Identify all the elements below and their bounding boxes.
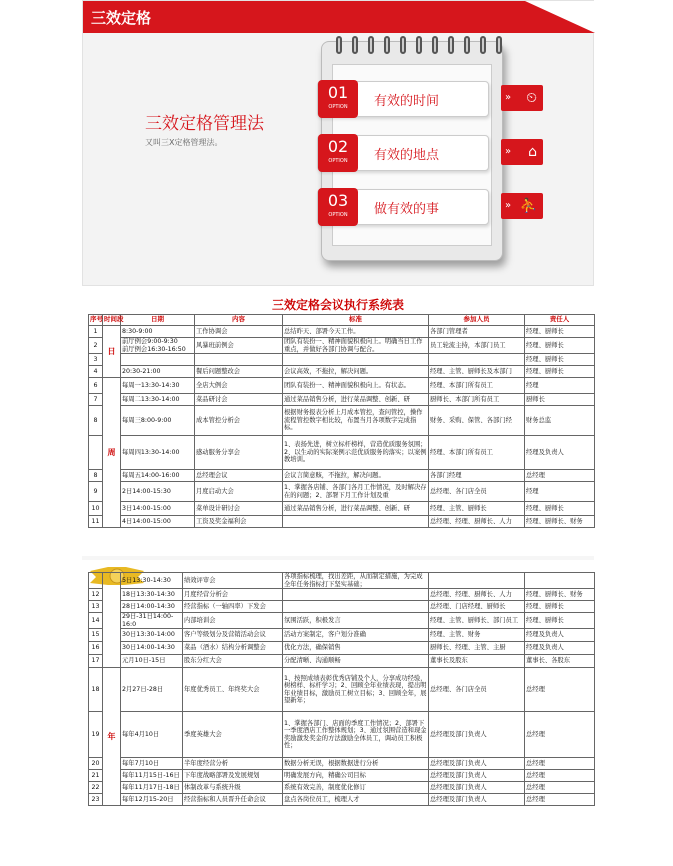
cell-owner: 总经理 (525, 712, 595, 758)
table-row (89, 573, 595, 589)
cell-date: 每年4月10日 (121, 712, 183, 758)
table-row (89, 436, 595, 470)
table-row (89, 613, 595, 629)
cell-standard: 1、按照成绩表彰优秀店铺及个人，分享成功经验，树榜样、标杆学习；2、回顾全年业绩表现，提出明年业绩目标，激励员工树立目标；3、回顾全年，展望新年； (283, 668, 429, 712)
cell-people: 经理、主管、财务 (429, 629, 525, 642)
cell-content: 绩效评审会 (183, 573, 283, 589)
header-standard: 标准 (283, 315, 429, 326)
method-subtitle: 又叫三X定格管理法。 (145, 138, 223, 147)
cell-owner: 总经理 (525, 794, 595, 806)
cell-content: 工资及奖金福利会 (195, 516, 283, 528)
cell-no: 11 (89, 516, 103, 528)
cell-owner: 经理、厨师长 (525, 354, 595, 366)
option-item-3 (317, 189, 489, 225)
cell-content: 经营指标（一轴四率）下发会 (183, 601, 283, 613)
cell-owner: 经理 (525, 378, 595, 394)
cell-date: 18日13:30-14:30 (121, 589, 183, 601)
header-no: 序号 (89, 315, 103, 326)
cell-content: 总经理会议 (195, 470, 283, 482)
cell-standard: 总结昨天、部署今天工作。 (283, 326, 429, 338)
cell-people: 总经理及部门负责人 (429, 712, 525, 758)
option-label: 有效的时间 (374, 94, 440, 109)
cell-no: 10 (89, 502, 103, 516)
cell-standard: 盘点各岗位员工，梳理人才 (283, 794, 429, 806)
cell-people: 经理、本部门所有员工 (429, 436, 525, 470)
cell-owner: 经理及负责人 (525, 436, 595, 470)
header-date: 日期 (121, 315, 195, 326)
cell-owner: 经理 (525, 482, 595, 502)
cell-content: 月度经营分析会 (183, 589, 283, 601)
cell-no: 14 (89, 613, 103, 629)
cell-content: 餐后问题整改会 (195, 366, 283, 378)
cell-date: 每周五14:00-16:00 (121, 470, 195, 482)
cell-owner: 总经理 (525, 668, 595, 712)
cell-people: 总经理、各门店全员 (429, 668, 525, 712)
cell-date: 28日14:00-14:30 (121, 601, 183, 613)
cell-period (103, 573, 121, 668)
cell-standard: 数据分析无误，根据数据进行分析 (283, 758, 429, 770)
table-row (89, 589, 595, 601)
table-row (89, 770, 595, 782)
cell-date: 2月27日-28日 (121, 668, 183, 712)
cell-content: 季度英雄大会 (183, 712, 283, 758)
cell-owner: 总经理 (525, 770, 595, 782)
table-row (89, 378, 595, 394)
option-item-2 (317, 135, 489, 171)
slide (82, 0, 594, 286)
cell-people: 总经理及部门负责人 (429, 782, 525, 794)
cell-standard: 各项指标梳理，找出差距，从而制定措施，为完成全年任务指标打下坚实基础； (283, 573, 429, 589)
cell-standard: 分配清晰、沟通顺畅 (283, 655, 429, 668)
cell-no: 21 (89, 770, 103, 782)
cell-no: 23 (89, 794, 103, 806)
cell-people: 董事长及股东 (429, 655, 525, 668)
option-number-badge: 03 OPTION (318, 188, 358, 226)
cell-people: 经理、主管、厨师长 (429, 502, 525, 516)
table-row (89, 366, 595, 378)
cell-owner: 董事长、各股东 (525, 655, 595, 668)
table-header-row (89, 315, 595, 326)
cell-no: 8 (89, 406, 103, 436)
cell-owner: 经理、厨师长 (525, 326, 595, 338)
table-title: 三效定格会议执行系统表 (271, 298, 404, 312)
cell-standard: 系统有效完善，制度优化修订 (283, 782, 429, 794)
cell-no: 19 (89, 712, 103, 758)
header-content: 内容 (195, 315, 283, 326)
table-row (89, 502, 595, 516)
cell-owner: 经理及负责人 (525, 642, 595, 655)
cell-owner: 经理及负责人 (525, 629, 595, 642)
meeting-table-part2 (88, 572, 595, 806)
clock-icon: » ⏲ (501, 85, 543, 111)
cell-no: 8 (89, 470, 103, 482)
cell-content: 全店大例会 (195, 378, 283, 394)
cell-content: 内部培训会 (183, 613, 283, 629)
cell-owner (525, 573, 595, 589)
cell-people: 财务、采购、保管、各部门经 (429, 406, 525, 436)
cell-content: 成本管控分析会 (195, 406, 283, 436)
cell-content: 风暴班前例会 (195, 338, 283, 354)
section-divider (82, 556, 594, 560)
method-title: 三效定格管理法 (145, 114, 264, 134)
cell-no (89, 436, 103, 470)
cell-date: 每年11月17日-18日 (121, 782, 183, 794)
cell-people: 总经理、经理、厨师长、人力 (429, 516, 525, 528)
table-row (89, 406, 595, 436)
table-row (89, 601, 595, 613)
cell-date: 4日14:00-15:00 (121, 516, 195, 528)
cell-standard: 优化方法，确保销售 (283, 642, 429, 655)
cell-date: 3日14:00-15:00 (121, 502, 195, 516)
table-row (89, 655, 595, 668)
cell-people: 各部门经理 (429, 470, 525, 482)
cell-owner: 经理、厨师长 (525, 366, 595, 378)
slide-title: 三效定格 (91, 9, 152, 27)
table-row (89, 629, 595, 642)
cell-content: 年度优秀员工、年终奖大会 (183, 668, 283, 712)
table-row (89, 642, 595, 655)
option-item-1 (317, 81, 489, 117)
cell-standard: 根据财务报表分析上月成本管控，查问管控，操作流程管控数字相比较，布置当月各项数字完成指标。 (283, 406, 429, 436)
cell-content: 经营指标和人员晋升任命会议 (183, 794, 283, 806)
cell-people: 员工轮流主持，本部门员工 (429, 338, 525, 354)
option-number-badge: 02 OPTION (318, 134, 358, 172)
cell-content: 感动服务分享会 (195, 436, 283, 470)
cell-standard: 氛围活跃，积极发言 (283, 613, 429, 629)
cell-owner: 经理、厨师长 (525, 613, 595, 629)
cell-no: 7 (89, 394, 103, 406)
cell-standard: 会议高效，不拖拉，解决问题。 (283, 366, 429, 378)
cell-standard (283, 354, 429, 366)
cell-owner: 经理、厨师长 (525, 338, 595, 354)
cell-people: 总经理及部门负责人 (429, 758, 525, 770)
cell-date: 每周一13:30-14:30 (121, 378, 195, 394)
table-row (89, 394, 595, 406)
cell-date: 元月10日-15日 (121, 655, 183, 668)
cell-no: 1 (89, 326, 103, 338)
cell-no: 3 (89, 354, 103, 366)
cell-owner: 经理、厨师长、财务 (525, 589, 595, 601)
cell-date: 每年11月15日-16日 (121, 770, 183, 782)
cell-content: 下年度战略部署及发展规划 (183, 770, 283, 782)
table-row (89, 354, 595, 366)
cell-date: 8:30-9:00 (121, 326, 195, 338)
cell-no: 12 (89, 589, 103, 601)
cell-owner: 经理、厨师长 (525, 601, 595, 613)
option-label: 做有效的事 (374, 202, 440, 217)
cell-standard: 团队有装扮一、精神面貌积极向上。明确当日工作重点，并做好各部门协调与配合。 (283, 338, 429, 354)
cell-no: 4 (89, 366, 103, 378)
cell-no: 6 (89, 378, 103, 394)
cell-date: 每年12月15-20日 (121, 794, 183, 806)
meeting-table-part1 (88, 314, 595, 528)
table-row (89, 758, 595, 770)
option-number-badge: 01 OPTION (318, 80, 358, 118)
cell-no: 16 (89, 642, 103, 655)
runner-icon: » ⛹ (501, 193, 543, 219)
cell-owner: 经理、厨师长、财务 (525, 516, 595, 528)
cell-standard (283, 589, 429, 601)
table-row (89, 712, 595, 758)
cell-no: 15 (89, 629, 103, 642)
cell-standard: 通过菜品销售分析，进行菜品调整、创新、研 (283, 502, 429, 516)
cell-no (89, 573, 103, 589)
table-row (89, 782, 595, 794)
cell-content: 月度启动大会 (195, 482, 283, 502)
cell-standard: 1、掌握各店铺、各部门各月工作情况，及时解决存在的问题；2、部署下月工作计划及重 (283, 482, 429, 502)
cell-people: 总经理、门店经理、厨师长 (429, 601, 525, 613)
cell-standard: 1、掌握各部门、店面的季度工作情况；2、部署下一季度酒店工作整体规划；3、通过氛围营造和现金奖励激发奖金的方法激励全体员工，调动员工积极性； (283, 712, 429, 758)
cell-no: 20 (89, 758, 103, 770)
cell-content: 菜单设计研讨会 (195, 502, 283, 516)
cell-date: 每年7月10日 (121, 758, 183, 770)
cell-owner: 厨师长 (525, 394, 595, 406)
slide-header (83, 1, 595, 33)
cell-date: 前厅例会9:00-9:30 前厅例会16:30-16:50 (121, 338, 195, 354)
cell-no: 17 (89, 655, 103, 668)
cell-people: 厨师长、经理、主管、主厨 (429, 642, 525, 655)
cell-standard: 活动方案制定，客户划分准确 (283, 629, 429, 642)
table-row (89, 516, 595, 528)
cell-content (195, 354, 283, 366)
table-row (89, 668, 595, 712)
cell-standard: 明确发展方向，精确公司目标 (283, 770, 429, 782)
cell-no: 22 (89, 782, 103, 794)
table-row (89, 482, 595, 502)
cell-people: 总经理、各门店全员 (429, 482, 525, 502)
home-icon: » ⌂ (501, 139, 543, 165)
cell-standard: 1、表扬先进，树立标杆榜样，营造优质服务氛围；2、以生动的实际案例示范优质服务的落实；以案例教培训。 (283, 436, 429, 470)
cell-date: 29日-31日14:00-16:0 (121, 613, 183, 629)
cell-people: 总经理、经理、厨师长、人力 (429, 589, 525, 601)
cell-content: 体制改革与系统升级 (183, 782, 283, 794)
cell-period: 日 (103, 326, 121, 378)
cell-content: 客户等级划分及营销活动会议 (183, 629, 283, 642)
cell-date: 20:30-21:00 (121, 366, 195, 378)
cell-standard (283, 516, 429, 528)
cell-content: 菜品研讨会 (195, 394, 283, 406)
table-row (89, 470, 595, 482)
cell-period: 年 (103, 668, 121, 806)
cell-date: 30日13:30-14:00 (121, 629, 183, 642)
cell-people: 总经理及部门负责人 (429, 770, 525, 782)
cell-standard (283, 601, 429, 613)
table-row (89, 326, 595, 338)
cell-no: 18 (89, 668, 103, 712)
header-owner: 责任人 (525, 315, 595, 326)
cell-date: 2日14:00-15:30 (121, 482, 195, 502)
cell-people: 经理、主管、厨师长及本部门 (429, 366, 525, 378)
cell-owner: 经理、厨师长 (525, 502, 595, 516)
cell-period: 周 (103, 378, 121, 528)
cell-owner: 财务总监 (525, 406, 595, 436)
cell-content: 工作协调会 (195, 326, 283, 338)
cell-people: 厨师长、本部门所有员工 (429, 394, 525, 406)
cell-date: 每周三8:00-9:00 (121, 406, 195, 436)
cell-date: 每周四13:30-14:00 (121, 436, 195, 470)
cell-people (429, 573, 525, 589)
option-label: 有效的地点 (374, 148, 440, 163)
cell-owner: 总经理 (525, 758, 595, 770)
cell-date: 每周二13:30-14:00 (121, 394, 195, 406)
cell-standard: 会议言简意赅，不拖拉，解决问题。 (283, 470, 429, 482)
header-period: 时间段 (103, 315, 121, 326)
cell-owner: 总经理 (525, 470, 595, 482)
cell-content: 股东分红大会 (183, 655, 283, 668)
table-row (89, 338, 595, 354)
cell-people: 经理、主管、厨师长、部门员工 (429, 613, 525, 629)
cell-date (121, 354, 195, 366)
cell-people: 经理、本部门所有员工 (429, 378, 525, 394)
cell-no: 2 (89, 338, 103, 354)
table-row (89, 794, 595, 806)
cell-owner: 总经理 (525, 782, 595, 794)
cell-content: 半年度经营分析 (183, 758, 283, 770)
cell-standard: 团队有装扮一、精神面貌积极向上。有状态。 (283, 378, 429, 394)
cell-date: 30日14:00-14:30 (121, 642, 183, 655)
cell-content: 菜品（酒水）结构分析调整会 (183, 642, 283, 655)
cell-standard: 通过菜品销售分析，进行菜品调整、创新、研 (283, 394, 429, 406)
notebook-rings (336, 36, 502, 54)
header-people: 参加人员 (429, 315, 525, 326)
cell-date: 5日13:30-14:30 (121, 573, 183, 589)
cell-no: 9 (89, 482, 103, 502)
cell-people (429, 354, 525, 366)
cell-people: 各部门管理者 (429, 326, 525, 338)
cell-people: 总经理及部门负责人 (429, 794, 525, 806)
cell-no: 13 (89, 601, 103, 613)
